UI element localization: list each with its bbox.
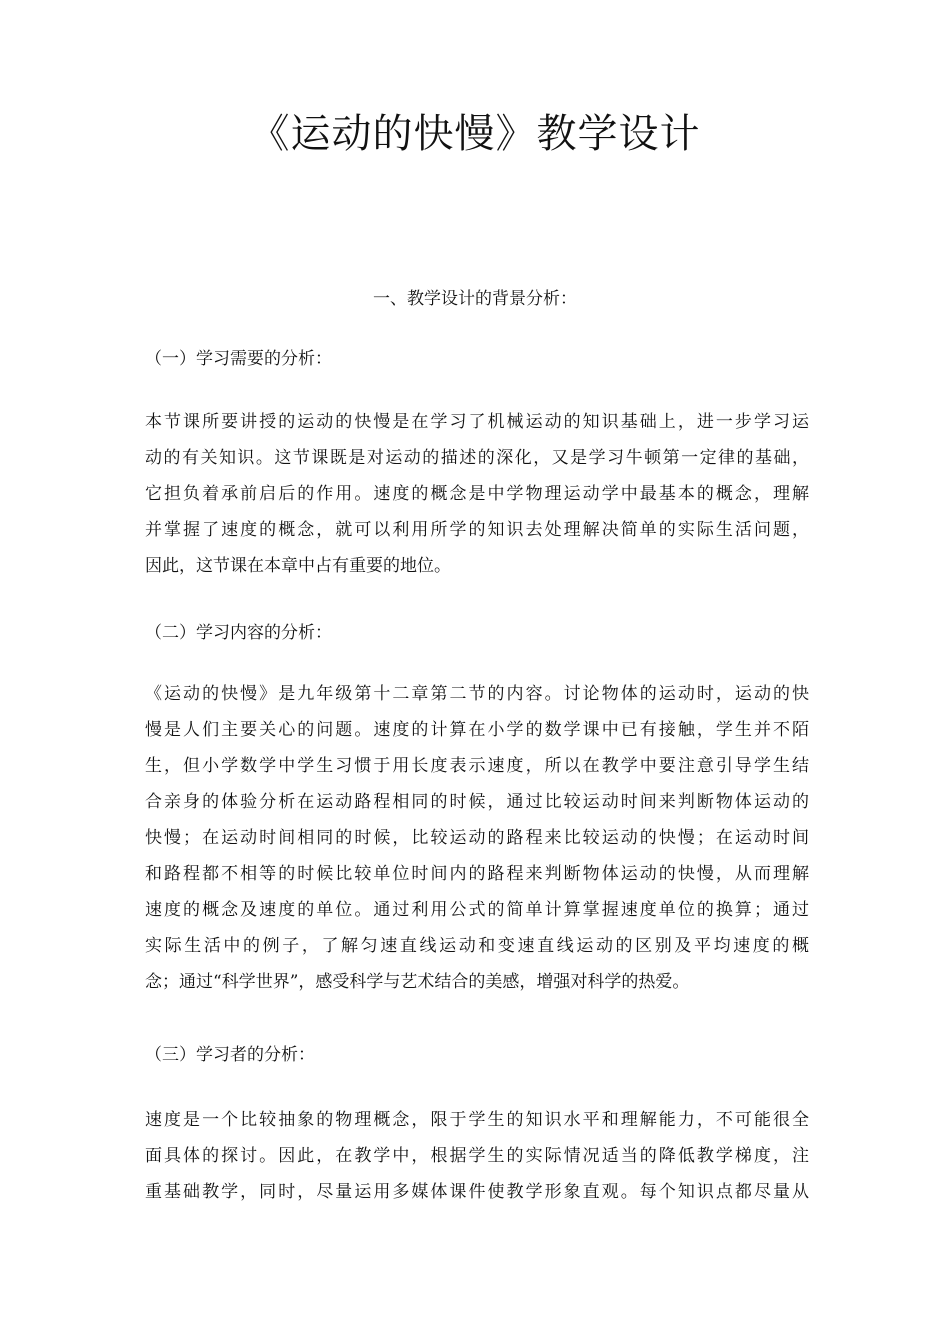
- paragraph-line: 它担负着承前启后的作用。速度的概念是中学物理运动学中最基本的概念，理解: [145, 484, 809, 504]
- paragraph-learning-needs: [145, 404, 809, 584]
- paragraph-line: 生，但小学数学中学生习惯于用长度表示速度，所以在教学中要注意引导学生结: [145, 756, 809, 776]
- paragraph-learning-content: [145, 676, 809, 1000]
- section-heading-background-analysis: 一、教学设计的背景分析：: [373, 289, 577, 309]
- sub-heading-learning-content: （二）学习内容的分析：: [145, 623, 332, 643]
- document-title: 《运动的快慢》教学设计: [249, 111, 701, 157]
- paragraph-line: 实际生活中的例子，了解匀速直线运动和变速直线运动的区别及平均速度的概: [145, 936, 809, 956]
- paragraph-line: 念；通过“科学世界”，感受科学与艺术结合的美感，增强对科学的热爱。: [145, 972, 690, 992]
- sub-heading-learner-analysis: （三）学习者的分析：: [145, 1045, 315, 1065]
- paragraph-line: 速度是一个比较抽象的物理概念，限于学生的知识水平和理解能力，不可能很全: [145, 1110, 809, 1130]
- paragraph-line: 快慢；在运动时间相同的时候，比较运动的路程来比较运动的快慢；在运动时间: [145, 828, 809, 848]
- paragraph-line: 合亲身的体验分析在运动路程相同的时候，通过比较运动时间来判断物体运动的: [145, 792, 809, 812]
- paragraph-line: 动的有关知识。这节课既是对运动的描述的深化，又是学习牛顿第一定律的基础，: [145, 448, 809, 468]
- paragraph-learner-analysis: [145, 1102, 809, 1210]
- paragraph-line: 重基础教学，同时，尽量运用多媒体课件使教学形象直观。每个知识点都尽量从: [145, 1182, 809, 1202]
- paragraph-line: 和路程都不相等的时候比较单位时间内的路程来判断物体运动的快慢，从而理解: [145, 864, 809, 884]
- paragraph-line: 因此，这节课在本章中占有重要的地位。: [145, 556, 451, 576]
- paragraph-line: 速度的概念及速度的单位。通过利用公式的简单计算掌握速度单位的换算；通过: [145, 900, 809, 920]
- paragraph-line: 并掌握了速度的概念，就可以利用所学的知识去处理解决简单的实际生活问题，: [145, 520, 809, 540]
- paragraph-line: 慢是人们主要关心的问题。速度的计算在小学的数学课中已有接触，学生并不陌: [145, 720, 809, 740]
- paragraph-line: 面具体的探讨。因此，在教学中，根据学生的实际情况适当的降低教学梯度，注: [145, 1146, 809, 1166]
- paragraph-line: 本节课所要讲授的运动的快慢是在学习了机械运动的知识基础上，进一步学习运: [145, 412, 809, 432]
- paragraph-line: 《运动的快慢》是九年级第十二章第二节的内容。讨论物体的运动时，运动的快: [145, 684, 809, 704]
- sub-heading-learning-needs: （一）学习需要的分析：: [145, 349, 332, 369]
